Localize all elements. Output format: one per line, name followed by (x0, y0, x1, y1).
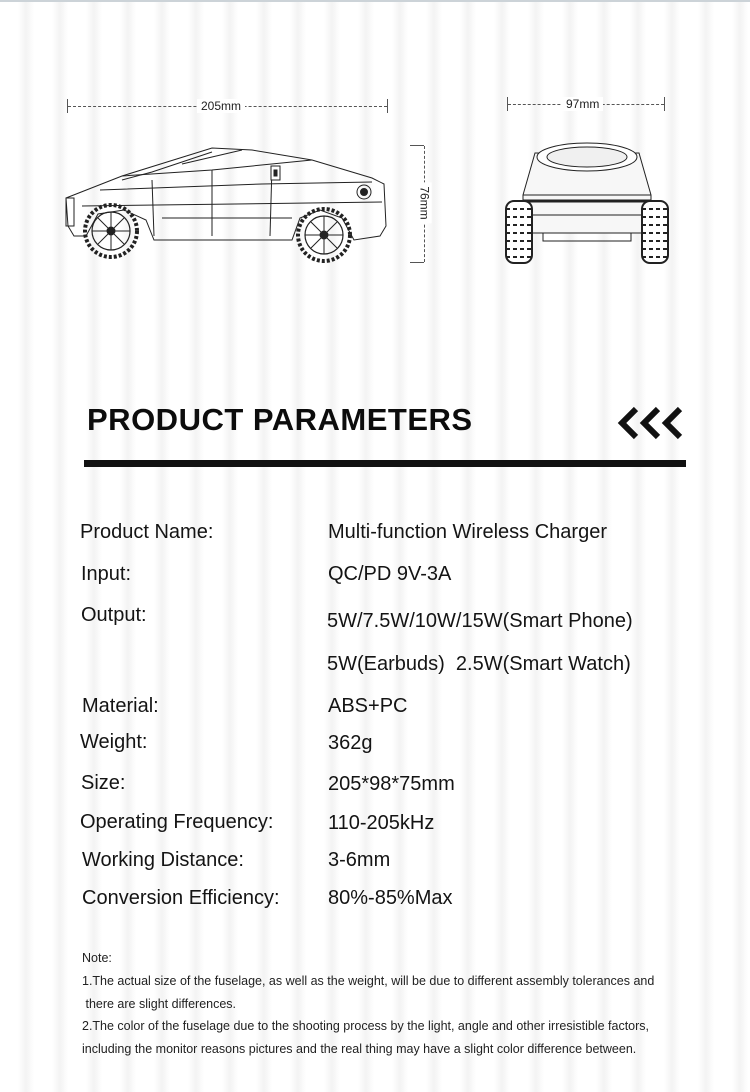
front-right-tire (642, 201, 668, 263)
frequency-label: Operating Frequency: (80, 811, 274, 833)
note-heading: Note: (82, 951, 112, 965)
dim-height-label: 76mm (418, 182, 432, 223)
input-value: QC/PD 9V-3A (328, 563, 452, 585)
dim-tick-right-front (664, 97, 665, 111)
weight-label: Weight: (80, 731, 148, 753)
dim-width-label: 97mm (562, 97, 603, 111)
note-line-1: 1.The actual size of the fuselage, as well as the weight, will be due to different assembly tolerances and (82, 974, 655, 988)
output-value-phone: 5W/7.5W/10W/15W(Smart Phone) (327, 610, 633, 632)
product-name-label: Product Name: (80, 521, 214, 543)
note-line-1-cont: there are slight differences. (82, 997, 237, 1011)
car-side-view-illustration (62, 140, 392, 270)
material-label: Material: (82, 695, 159, 717)
top-border (0, 0, 750, 2)
title-underline (84, 460, 686, 467)
output-value-earbuds-watch: 5W(Earbuds) 2.5W(Smart Watch) (327, 653, 631, 675)
dim-tick-right (387, 99, 388, 113)
output-label: Output: (81, 604, 147, 626)
dim-length-label: 205mm (197, 99, 245, 113)
dim-tick-top (410, 145, 424, 146)
efficiency-label: Conversion Efficiency: (82, 887, 280, 909)
input-label: Input: (81, 563, 132, 585)
product-name-value: Multi-function Wireless Charger (328, 521, 607, 543)
weight-value: 362g (328, 732, 373, 754)
note-line-2: 2.The color of the fuselage due to the shooting process by the light, angle and other irresistible factors, (82, 1019, 650, 1033)
efficiency-value: 80%-85%Max (328, 887, 453, 909)
front-wheel (298, 209, 350, 261)
note-line-2-cont: including the monitor reasons pictures and the real thing may have a slight color difference between. (82, 1042, 637, 1056)
car-front-view-illustration (503, 135, 671, 267)
size-value: 205*98*75mm (328, 773, 455, 795)
section-title: PRODUCT PARAMETERS (87, 402, 473, 437)
triple-chevron-left-icon (616, 403, 688, 443)
rear-wheel (85, 205, 137, 257)
size-label: Size: (81, 772, 126, 794)
distance-value: 3-6mm (328, 849, 391, 871)
front-left-tire (506, 201, 532, 263)
material-value: ABS+PC (328, 695, 408, 717)
frequency-value: 110-205kHz (328, 812, 435, 834)
distance-label: Working Distance: (82, 849, 244, 871)
dim-tick-bottom (410, 262, 424, 263)
